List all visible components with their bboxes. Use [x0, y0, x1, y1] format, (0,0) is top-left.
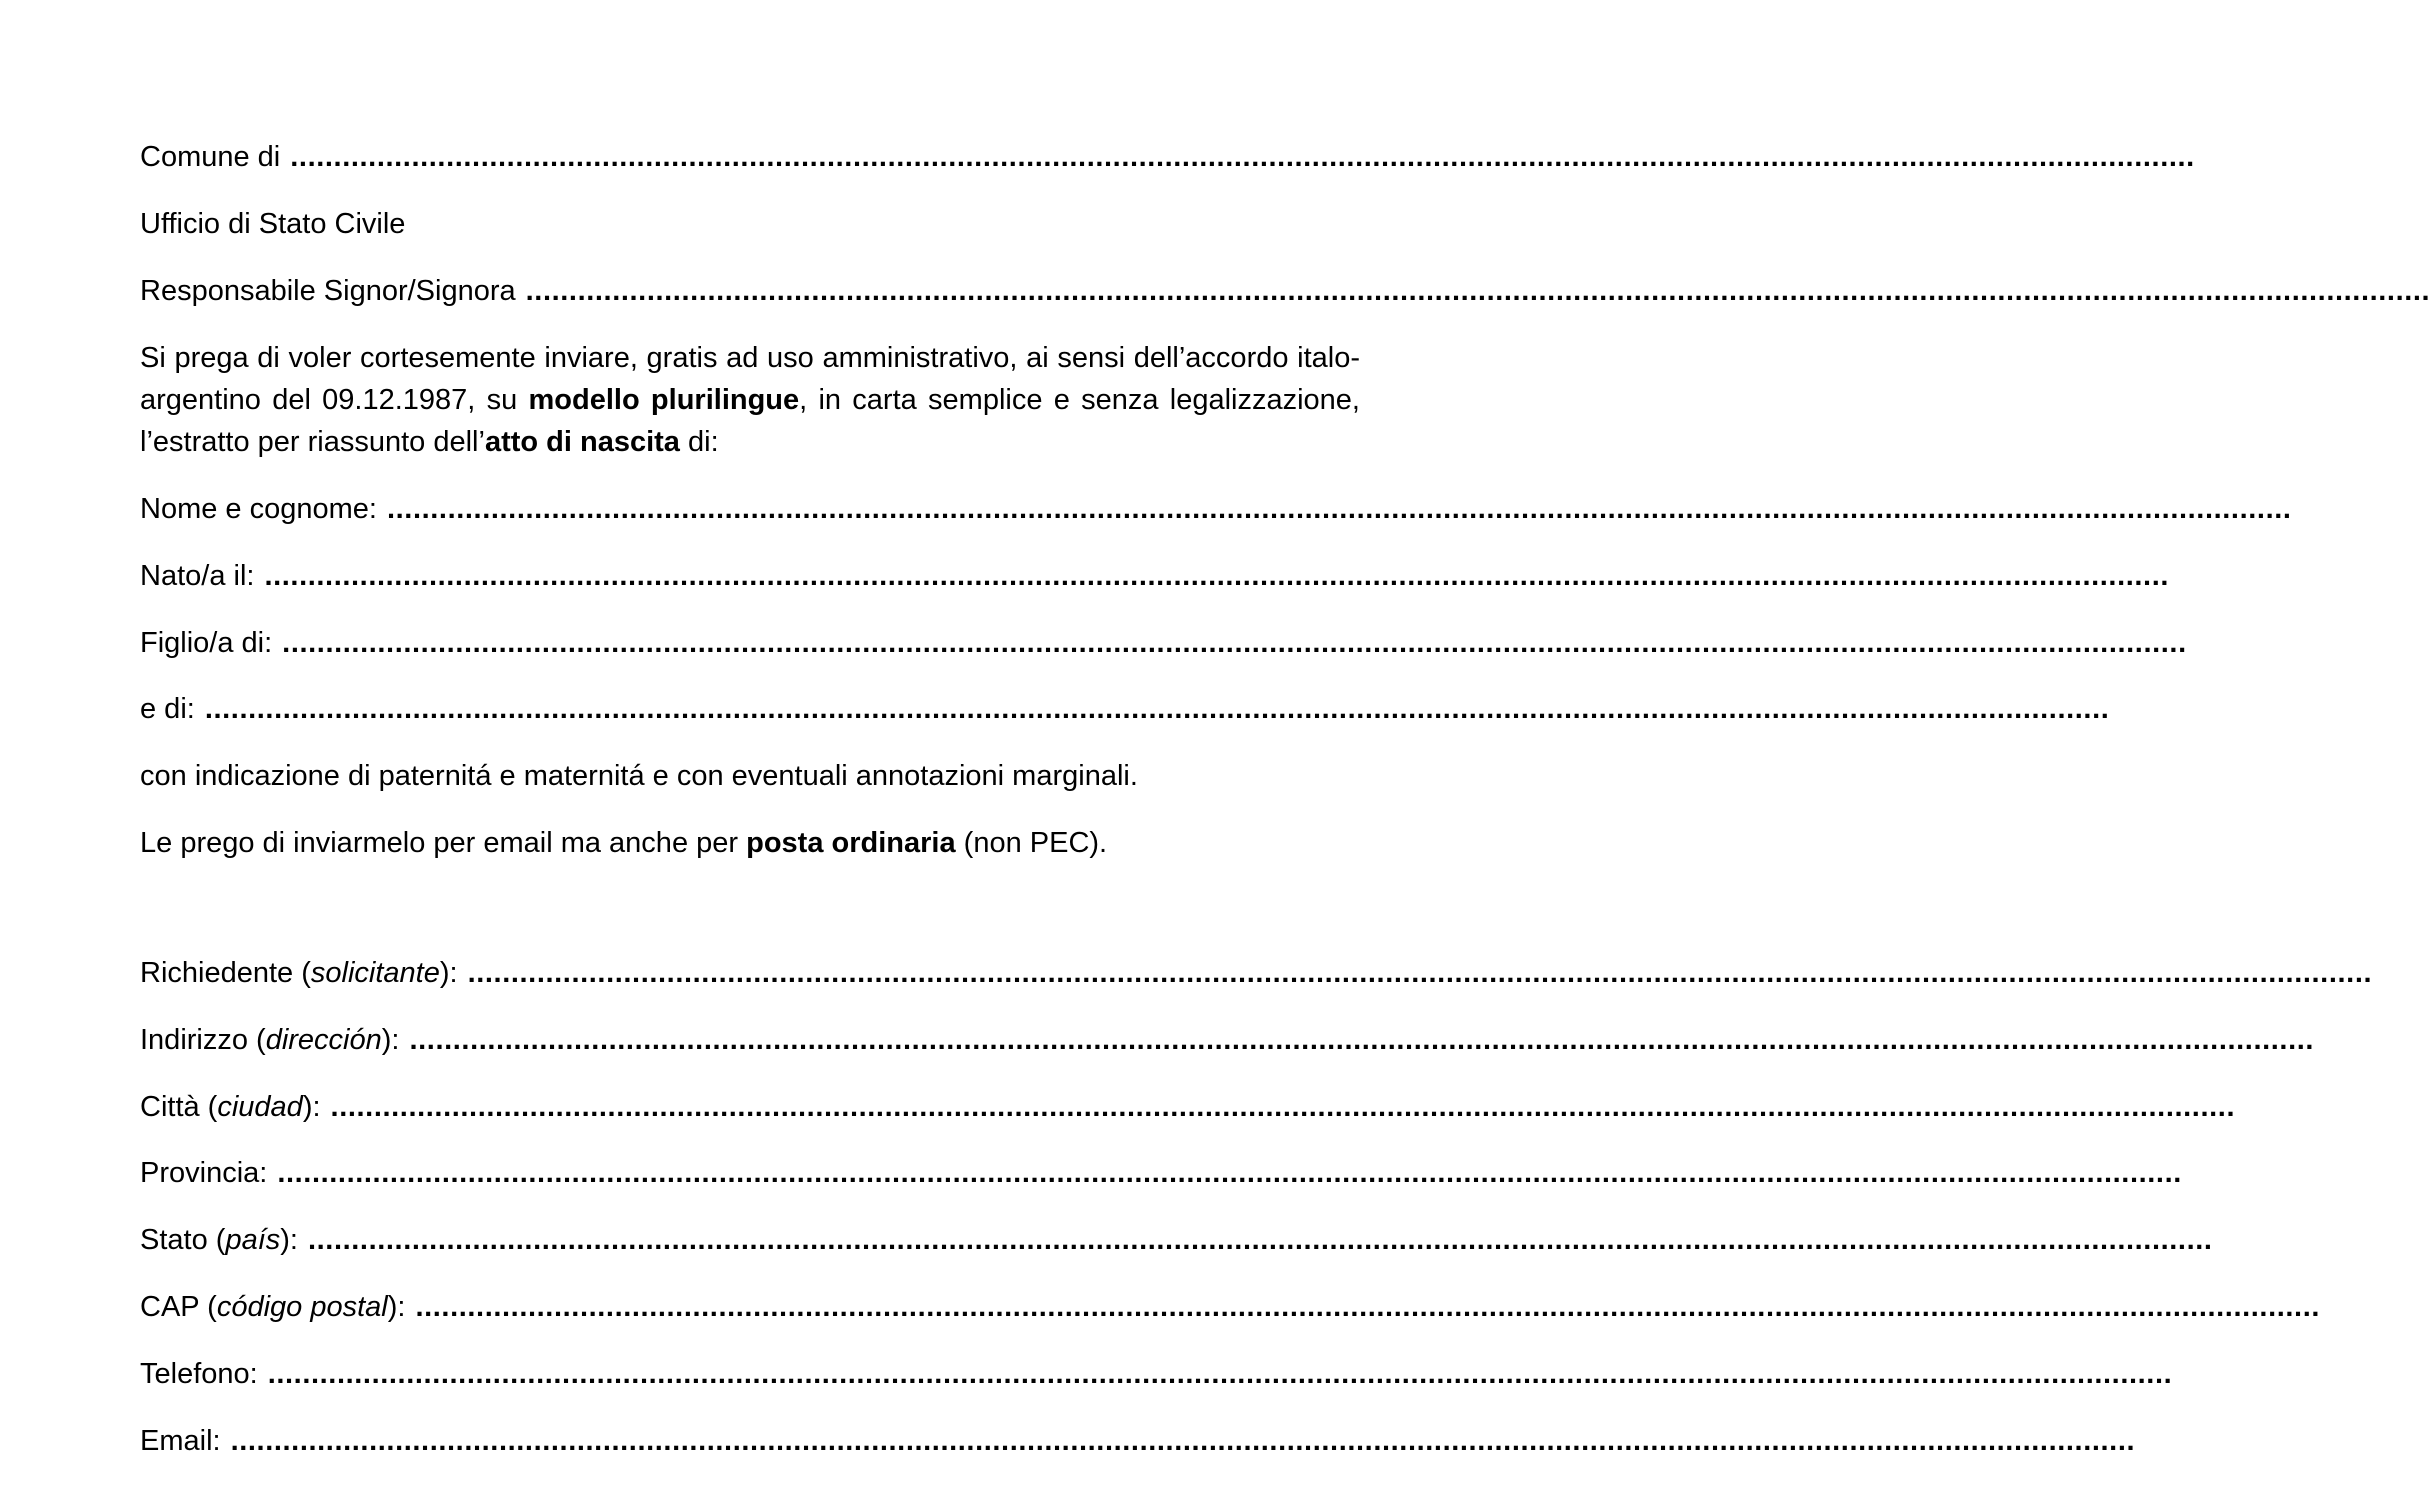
- nato-label: Nato/a il:: [140, 560, 255, 592]
- e-di-row: [140, 689, 2110, 729]
- request-form-page: [140, 0, 2430, 1500]
- stato-label: Stato (país):: [140, 1224, 298, 1256]
- ufficio-line: Ufficio di Stato Civile: [140, 208, 406, 240]
- indirizzo-label: Indirizzo (dirección):: [140, 1024, 400, 1056]
- telefono-row: [140, 1354, 2173, 1394]
- nato-row: [140, 556, 2170, 596]
- request-text-3: di:: [679, 426, 719, 458]
- prego-text-1: Le prego di inviarmelo per email ma anche per: [140, 827, 747, 859]
- figlio-label: Figlio/a di:: [140, 627, 273, 659]
- responsabile-label: Responsabile Signor/Signora: [140, 275, 516, 307]
- citta-row: [140, 1087, 2236, 1127]
- request-text-2: , in carta semplice e senza legalizzazione, l’estratto per riassunto dell’: [140, 384, 1360, 458]
- nome-label: Nome e cognome:: [140, 493, 377, 525]
- citta-label: Città (ciudad):: [140, 1091, 321, 1123]
- responsabile-row: [140, 271, 2430, 311]
- richiedente-row: [140, 953, 2373, 993]
- prego-text-2: (non PEC).: [955, 827, 1108, 859]
- cap-row: [140, 1287, 2321, 1327]
- e-di-label: e di:: [140, 693, 195, 725]
- indirizzo-row: [140, 1020, 2315, 1060]
- nato-blank: ............................................................................................................................................................................................................................: [264, 560, 2170, 592]
- request-text-1: Si prega di voler cortesemente inviare, gratis ad uso amministrativo, ai sensi dell’accordo italo-argentino del 09.12.1987, su: [140, 342, 1360, 416]
- prego-line: [140, 823, 1107, 863]
- nome-blank: ............................................................................................................................................................................................................................: [386, 493, 2292, 525]
- request-paragraph: [140, 337, 1360, 463]
- comune-row: [140, 137, 2195, 177]
- telefono-blank: ............................................................................................................................................................................................................................: [267, 1358, 2173, 1390]
- request-bold-modello: modello plurilingue: [528, 384, 800, 416]
- email-row: [140, 1421, 2136, 1461]
- figlio-blank: ............................................................................................................................................................................................................................: [282, 627, 2187, 659]
- responsabile-blank: ............................................................................................................................................................................................................................: [525, 275, 2430, 307]
- nome-row: [140, 489, 2292, 529]
- stato-blank: ............................................................................................................................................................................................................................: [307, 1224, 2213, 1256]
- comune-blank: ............................................................................................................................................................................................................................: [290, 141, 2195, 173]
- citta-blank: ............................................................................................................................................................................................................................: [330, 1091, 2236, 1123]
- email-blank: ............................................................................................................................................................................................................................: [230, 1425, 2136, 1457]
- indicazione-line: con indicazione di paternitá e maternitá e con eventuali annotazioni marginali.: [140, 760, 1138, 792]
- richiedente-label: Richiedente (solicitante):: [140, 957, 458, 989]
- figlio-row: [140, 623, 2187, 663]
- email-label: Email:: [140, 1425, 221, 1457]
- request-bold-atto: atto di nascita: [484, 426, 680, 458]
- provincia-blank: ............................................................................................................................................................................................................................: [277, 1157, 2182, 1189]
- e-di-blank: ............................................................................................................................................................................................................................: [204, 693, 2110, 725]
- prego-bold-posta: posta ordinaria: [746, 827, 956, 859]
- comune-label: Comune di: [140, 141, 281, 173]
- stato-row: [140, 1220, 2213, 1260]
- richiedente-blank: ............................................................................................................................................................................................................................: [467, 957, 2373, 989]
- cap-blank: ............................................................................................................................................................................................................................: [415, 1291, 2321, 1323]
- provincia-label: Provincia:: [140, 1157, 268, 1189]
- indirizzo-blank: ............................................................................................................................................................................................................................: [409, 1024, 2315, 1056]
- provincia-row: [140, 1153, 2182, 1193]
- telefono-label: Telefono:: [140, 1358, 258, 1390]
- cap-label: CAP (código postal):: [140, 1291, 406, 1323]
